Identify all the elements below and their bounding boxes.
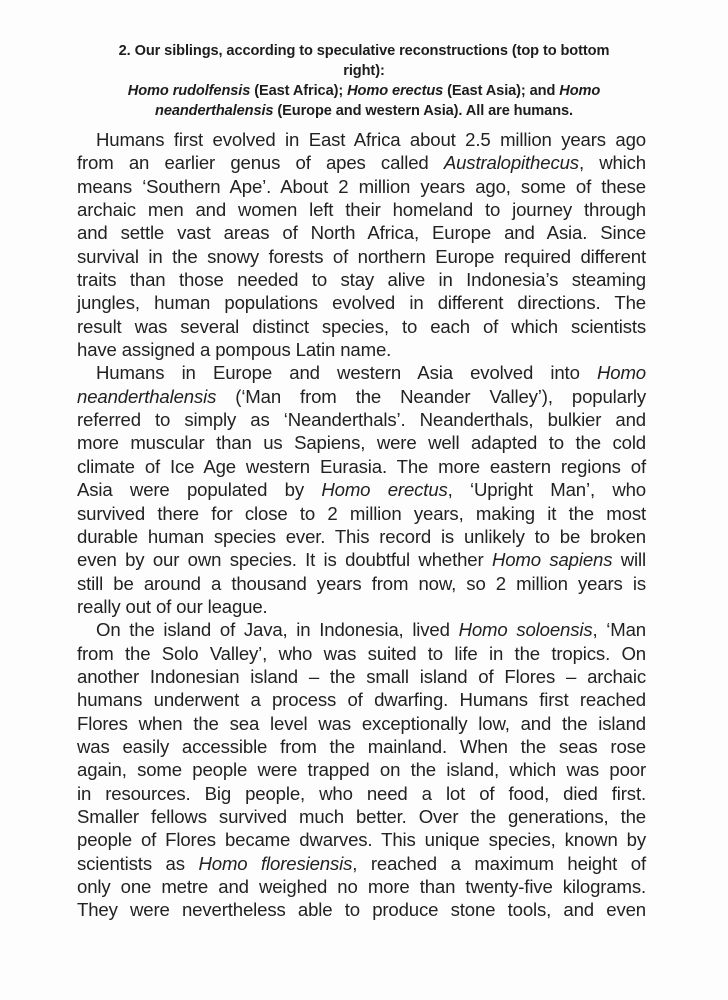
text-run: durable human species ever. This record is unlikely to be broken	[77, 525, 646, 547]
text-run: result was several distinct species, to each of which scientists	[77, 315, 646, 337]
text-run: will	[612, 549, 646, 571]
text-line	[77, 291, 646, 314]
text-run: was easily accessible from the mainland. When the seas rose	[77, 735, 646, 757]
text-run: referred to simply as ‘Neanderthals’. Neanderthals, bulkier and	[77, 409, 646, 431]
text-run: On the island of Java, in Indonesia, lived	[96, 619, 459, 641]
text-run: (Europe and western Asia). All are humans.	[273, 103, 573, 119]
text-line	[77, 782, 646, 805]
text-line	[77, 502, 646, 525]
text-run: (East Africa);	[250, 83, 348, 99]
caption-line	[70, 81, 658, 101]
text-line	[77, 642, 646, 665]
text-run: from the Solo Valley’, who was suited to life in the tropics. On	[77, 642, 646, 664]
text-line	[77, 712, 646, 735]
text-line	[77, 198, 646, 221]
text-line	[77, 478, 646, 501]
text-run: , which	[578, 152, 646, 174]
text-run: only one metre and weighed no more than twenty-five kilograms.	[77, 876, 646, 897]
text-line	[77, 128, 646, 151]
text-line	[77, 221, 646, 244]
text-run: Humans first evolved in East Africa about 2.5 million years ago	[96, 129, 646, 150]
text-line	[77, 688, 646, 711]
text-run: (East Asia); and	[443, 83, 560, 99]
text-line	[77, 408, 646, 431]
text-run: have assigned a pompous Latin name.	[77, 339, 392, 361]
paragraph	[77, 128, 646, 361]
text-line	[77, 805, 646, 828]
text-run: means ‘Southern Ape’. About 2 million years ago, some of these	[77, 175, 646, 197]
italic-term: Australopithecus	[443, 152, 579, 174]
italic-term: Homo	[597, 362, 646, 384]
text-line	[77, 852, 646, 875]
text-line	[77, 735, 646, 758]
text-run: They were nevertheless able to produce stone tools, and even	[77, 899, 646, 921]
text-line	[77, 455, 646, 478]
paragraph	[77, 361, 646, 618]
text-run: Flores when the sea level was exceptionally low, and the island	[77, 712, 646, 734]
italic-term: Homo soloensis	[458, 619, 593, 641]
text-line	[77, 758, 646, 781]
figure-caption	[70, 41, 658, 121]
text-line	[77, 245, 646, 268]
text-run: traits than those needed to stay alive in Indonesia’s steaming	[77, 269, 646, 291]
text-run: archaic men and women left their homeland to journey through	[77, 199, 646, 221]
text-run: another Indonesian island – the small island of Flores – archaic	[77, 665, 646, 687]
text-run: and settle vast areas of North Africa, Europe and Asia. Since	[77, 222, 646, 244]
text-line	[77, 525, 646, 548]
italic-term: Homo floresiensis	[198, 852, 353, 874]
text-line	[77, 618, 646, 641]
text-run: survival in the snowy forests of northern Europe required different	[77, 245, 646, 267]
text-run: even by our own species. It is doubtful whether	[77, 549, 492, 571]
paragraph	[77, 618, 646, 921]
text-run: humans underwent a process of dwarfing. Humans first reached	[77, 689, 646, 711]
text-run: more muscular than us Sapiens, were well adapted to the cold	[77, 432, 646, 454]
caption-line	[70, 101, 658, 121]
body-text	[77, 128, 646, 922]
text-run: really out of our league.	[77, 595, 268, 617]
text-line	[77, 595, 646, 618]
text-line	[77, 268, 646, 291]
text-line	[77, 665, 646, 688]
italic-term: neanderthalensis	[155, 103, 274, 119]
text-line	[77, 828, 646, 851]
text-line	[77, 361, 646, 384]
italic-term: Homo erectus	[347, 83, 444, 99]
text-run: Humans in Europe and western Asia evolved into	[96, 362, 597, 384]
text-line	[77, 151, 646, 174]
text-run: again, some people were trapped on the island, which was poor	[77, 759, 646, 781]
text-run: , reached a maximum height of	[352, 852, 646, 874]
italic-term: neanderthalensis	[77, 385, 217, 407]
text-line	[77, 431, 646, 454]
text-run: in resources. Big people, who need a lot of food, died first.	[77, 782, 646, 804]
text-line	[77, 875, 646, 898]
caption-line: right):	[343, 63, 385, 79]
text-run: survived there for close to 2 million years, making it the most	[77, 502, 646, 524]
text-line	[77, 175, 646, 198]
text-run: , ‘Upright Man’, who	[447, 479, 646, 501]
text-run: jungles, human populations evolved in different directions. The	[77, 292, 646, 314]
text-line	[77, 385, 646, 408]
text-line	[77, 548, 646, 571]
text-line	[77, 898, 646, 921]
text-run: Asia were populated by	[77, 479, 322, 501]
italic-term: Homo sapiens	[491, 549, 613, 571]
text-line	[77, 572, 646, 595]
text-run: from an earlier genus of apes called	[77, 152, 444, 174]
text-run: still be around a thousand years from now, so 2 million years is	[77, 572, 646, 594]
text-run: (‘Man from the Neander Valley’), popularly	[216, 385, 646, 407]
italic-term: Homo erectus	[321, 479, 448, 501]
text-run: scientists as	[77, 852, 199, 874]
text-line	[77, 338, 646, 361]
text-run: Smaller fellows survived much better. Over the generations, the	[77, 805, 646, 827]
text-run: climate of Ice Age western Eurasia. The more eastern regions of	[77, 455, 646, 477]
italic-term: Homo rudolfensis	[127, 83, 251, 99]
italic-term: Homo	[559, 83, 601, 99]
text-run: , ‘Man	[592, 619, 646, 641]
text-line	[77, 315, 646, 338]
text-run: people of Flores became dwarves. This unique species, known by	[77, 829, 646, 851]
caption-line: 2. Our siblings, according to speculative reconstructions (top to bottom	[118, 43, 610, 59]
